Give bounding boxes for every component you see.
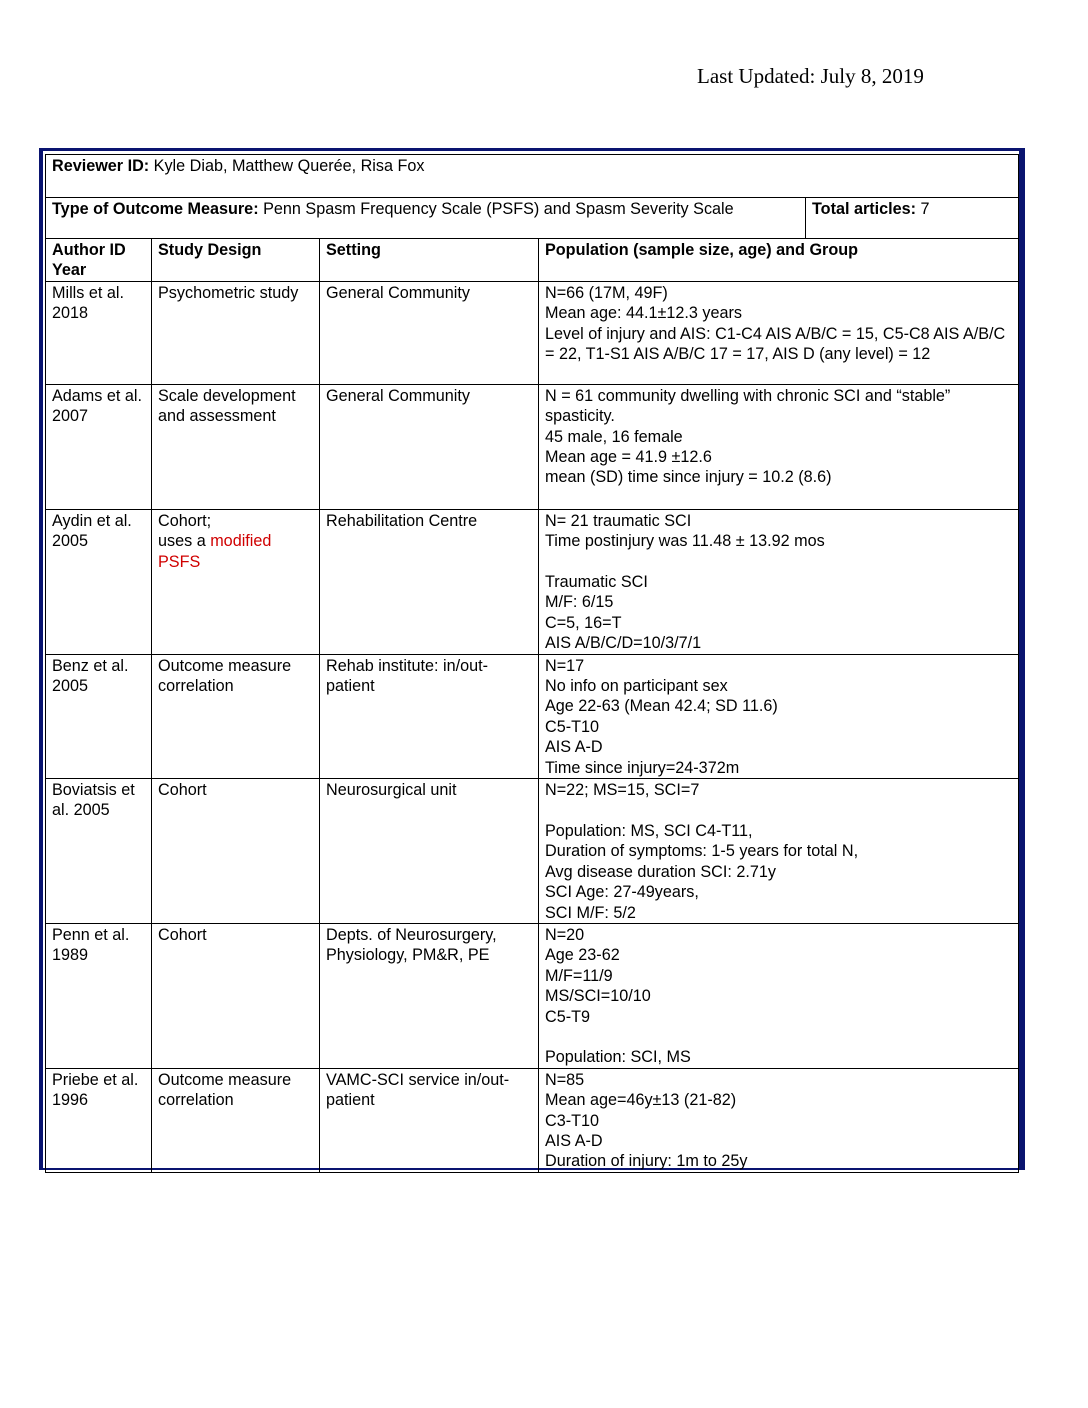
population-cell bbox=[539, 1068, 1019, 1172]
population-line: Mean age=46y±13 (21-82) bbox=[545, 1091, 737, 1110]
table-row bbox=[46, 779, 1019, 924]
author-cell: Penn et al. 1989 bbox=[46, 923, 152, 1068]
outcome-value: Penn Spasm Frequency Scale (PSFS) and Spasm Severity Scale bbox=[258, 200, 734, 218]
population-cell bbox=[539, 509, 1019, 654]
setting-cell: Neurosurgical unit bbox=[320, 779, 539, 924]
population-cell bbox=[539, 281, 1019, 384]
design-cell: Scale development and assessment bbox=[152, 384, 320, 509]
design-text: uses a bbox=[158, 532, 211, 551]
population-cell bbox=[539, 923, 1019, 1068]
author-cell: Benz et al. 2005 bbox=[46, 654, 152, 778]
table-row bbox=[46, 923, 1019, 1068]
author-cell: Boviatsis et al. 2005 bbox=[46, 779, 152, 924]
population-line: 45 male, 16 female bbox=[545, 427, 683, 446]
population-line: Traumatic SCI bbox=[545, 573, 648, 592]
total-articles-cell bbox=[806, 198, 1019, 239]
population-line: Mean age = 41.9 ±12.6 bbox=[545, 448, 712, 467]
population-line: Age 22-63 (Mean 42.4; SD 11.6) bbox=[545, 697, 778, 716]
population-line: SCI Age: 27-49years, bbox=[545, 883, 699, 902]
total-articles-label: Total articles: bbox=[812, 200, 917, 218]
author-cell: Mills et al. 2018 bbox=[46, 281, 152, 384]
population-line: C=5, 16=T bbox=[545, 613, 622, 632]
population-line: Level of injury and AIS: C1-C4 AIS A/B/C = 15, C5-C8 AIS A/B/C = 22, T1-S1 AIS A/B/C 17 = 17, AIS D (any level) = 12 bbox=[545, 324, 1006, 364]
population-line: Mean age: 44.1±12.3 years bbox=[545, 304, 742, 323]
population-line: M/F: 6/15 bbox=[545, 593, 614, 612]
setting-cell: VAMC-SCI service in/out-patient bbox=[320, 1068, 539, 1172]
table-row bbox=[46, 281, 1019, 384]
outcome-cell bbox=[46, 198, 806, 239]
population-line: C3-T10 bbox=[545, 1111, 599, 1130]
design-cell bbox=[152, 509, 320, 654]
population-line: AIS A-D bbox=[545, 738, 603, 757]
population-line: SCI M/F: 5/2 bbox=[545, 903, 636, 922]
design-cell: Psychometric study bbox=[152, 281, 320, 384]
population-line: N=85 bbox=[545, 1070, 585, 1089]
population-line: Age 23-62 bbox=[545, 946, 620, 965]
outcome-label: Type of Outcome Measure: bbox=[52, 200, 259, 218]
population-line: M/F=11/9 bbox=[545, 966, 613, 985]
last-updated-text: Last Updated: July 8, 2019 bbox=[697, 64, 924, 88]
total-articles-value: 7 bbox=[916, 200, 930, 218]
blank-line bbox=[545, 552, 1015, 572]
population-line: Population: SCI, MS bbox=[545, 1048, 691, 1067]
blank-line bbox=[545, 1027, 1015, 1047]
outcome-row bbox=[46, 198, 1019, 239]
population-line: N = 61 community dwelling with chronic SCI and “stable” spasticity. bbox=[545, 386, 951, 426]
population-line: Duration of injury: 1m to 25y bbox=[545, 1152, 748, 1171]
population-line: N=22; MS=15, SCI=7 bbox=[545, 781, 700, 800]
design-cell: Cohort bbox=[152, 779, 320, 924]
population-line: N=17 bbox=[545, 656, 585, 675]
population-line: Population: MS, SCI C4-T11, bbox=[545, 821, 753, 840]
blank-line bbox=[545, 800, 1015, 820]
setting-cell: Rehab institute: in/out-patient bbox=[320, 654, 539, 778]
modified-psfs-highlight: modified PSFS bbox=[158, 532, 272, 571]
population-line: Time postinjury was 11.48 ± 13.92 mos bbox=[545, 532, 825, 551]
population-line: Avg disease duration SCI: 2.71y bbox=[545, 862, 776, 881]
header-design: Study Design bbox=[152, 239, 320, 282]
population-line: N= 21 traumatic SCI bbox=[545, 511, 692, 530]
population-line: N=20 bbox=[545, 925, 585, 944]
population-line: C5-T9 bbox=[545, 1007, 590, 1026]
header-setting: Setting bbox=[320, 239, 539, 282]
design-cell: Outcome measure correlation bbox=[152, 1068, 320, 1172]
author-cell: Aydin et al. 2005 bbox=[46, 509, 152, 654]
population-cell bbox=[539, 654, 1019, 778]
design-line: Cohort; bbox=[158, 511, 212, 530]
table-row bbox=[46, 654, 1019, 778]
review-table bbox=[45, 154, 1019, 1173]
population-cell bbox=[539, 779, 1019, 924]
population-line: MS/SCI=10/10 bbox=[545, 987, 651, 1006]
table-row bbox=[46, 1068, 1019, 1172]
table-row bbox=[46, 384, 1019, 509]
population-line: mean (SD) time since injury = 10.2 (8.6) bbox=[545, 468, 832, 487]
author-cell: Adams et al. 2007 bbox=[46, 384, 152, 509]
population-cell bbox=[539, 384, 1019, 509]
setting-cell: Depts. of Neurosurgery, Physiology, PM&R, PE bbox=[320, 923, 539, 1068]
table-row bbox=[46, 509, 1019, 654]
author-cell: Priebe et al. 1996 bbox=[46, 1068, 152, 1172]
reviewer-cell bbox=[46, 155, 1019, 198]
setting-cell: General Community bbox=[320, 281, 539, 384]
population-line: C5-T10 bbox=[545, 717, 599, 736]
population-line: No info on participant sex bbox=[545, 677, 728, 696]
header-row bbox=[46, 239, 1019, 282]
design-cell: Outcome measure correlation bbox=[152, 654, 320, 778]
population-line: Duration of symptoms: 1-5 years for total N, bbox=[545, 842, 859, 861]
header-population: Population (sample size, age) and Group bbox=[539, 239, 1019, 282]
population-line: AIS A/B/C/D=10/3/7/1 bbox=[545, 634, 702, 653]
setting-cell: General Community bbox=[320, 384, 539, 509]
population-line: N=66 (17M, 49F) bbox=[545, 283, 668, 302]
setting-cell: Rehabilitation Centre bbox=[320, 509, 539, 654]
reviewer-names: Kyle Diab, Matthew Querée, Risa Fox bbox=[149, 157, 425, 175]
header-author: Author ID Year bbox=[46, 239, 152, 282]
population-line: AIS A-D bbox=[545, 1131, 603, 1150]
population-line: Time since injury=24-372m bbox=[545, 758, 740, 777]
reviewer-row bbox=[46, 155, 1019, 198]
reviewer-label: Reviewer ID: bbox=[52, 157, 150, 175]
design-cell: Cohort bbox=[152, 923, 320, 1068]
